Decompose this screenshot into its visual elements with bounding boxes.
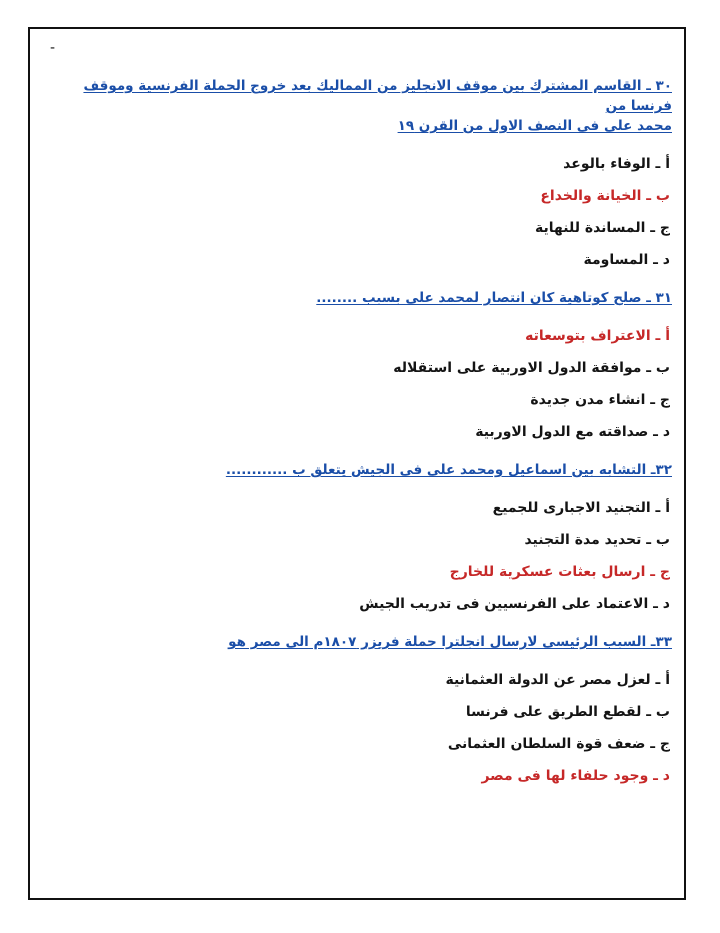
question-32-option-b: ب ـ تحديد مدة التجنيد xyxy=(524,532,670,548)
question-33-option-b: ب ـ لقطع الطريق على فرنسا xyxy=(465,704,670,720)
question-32-option-a: أ ـ التجنيد الاجبارى للجميع xyxy=(492,500,670,516)
question-30-line-1: ٣٠ ـ القاسم المشترك بين موقف الانجليز من المماليك بعد خروج الحملة الفرنسية وموقف فرنسا من xyxy=(83,78,672,114)
question-30-option-c: ج ـ المساندة للنهاية xyxy=(535,220,670,236)
question-33-option-c: ج ـ ضعف قوة السلطان العثمانى xyxy=(447,736,670,752)
question-block-32 xyxy=(48,460,672,620)
question-33-line-1: ٣٣ـ السبب الرئيسى لارسال انجلترا حملة فريزر ١٨٠٧م الى مصر هو xyxy=(228,634,672,650)
question-30-option-d: د ـ المساومة xyxy=(583,252,670,268)
question-30-option-b-correct: ب ـ الخيانة والخداع xyxy=(540,188,670,204)
question-31-option-d: د ـ صداقته مع الدول الاوربية xyxy=(475,424,670,440)
question-33-options xyxy=(48,664,672,792)
question-30-line-2: محمد على فى النصف الاول من القرن ١٩ xyxy=(397,118,672,134)
question-30-options xyxy=(48,148,672,276)
question-31-options xyxy=(48,320,672,448)
question-33-text xyxy=(48,632,672,652)
question-32-option-c-correct: ج ـ ارسال بعثات عسكرية للخارج xyxy=(449,564,670,580)
question-sheet xyxy=(48,76,672,804)
question-33-option-d-correct: د ـ وجود حلفاء لها فى مصر xyxy=(481,768,670,784)
question-31-option-a-correct: أ ـ الاعتراف بتوسعاته xyxy=(525,328,670,344)
question-block-33 xyxy=(48,632,672,792)
question-block-30 xyxy=(48,76,672,276)
question-32-line-1: ٣٢ـ التشابه بين اسماعيل ومحمد على فى الجيش يتعلق ب ............ xyxy=(225,462,672,478)
question-31-text xyxy=(48,288,672,308)
page-marker: - xyxy=(50,40,56,56)
question-32-option-d: د ـ الاعتماد على الفرنسيين فى تدريب الجيش xyxy=(359,596,670,612)
question-30-text xyxy=(48,76,672,136)
question-31-line-1: ٣١ ـ صلح كوتاهية كان انتصار لمحمد على بسبب ........ xyxy=(316,290,672,306)
question-32-options xyxy=(48,492,672,620)
question-block-31 xyxy=(48,288,672,448)
question-31-option-b: ب ـ موافقة الدول الاوربية على استقلاله xyxy=(393,360,670,376)
question-30-option-a: أ ـ الوفاء بالوعد xyxy=(563,156,670,172)
question-32-text xyxy=(48,460,672,480)
question-33-option-a: أ ـ لعزل مصر عن الدولة العثمانية xyxy=(445,672,670,688)
question-31-option-c: ج ـ انشاء مدن جديدة xyxy=(530,392,670,408)
